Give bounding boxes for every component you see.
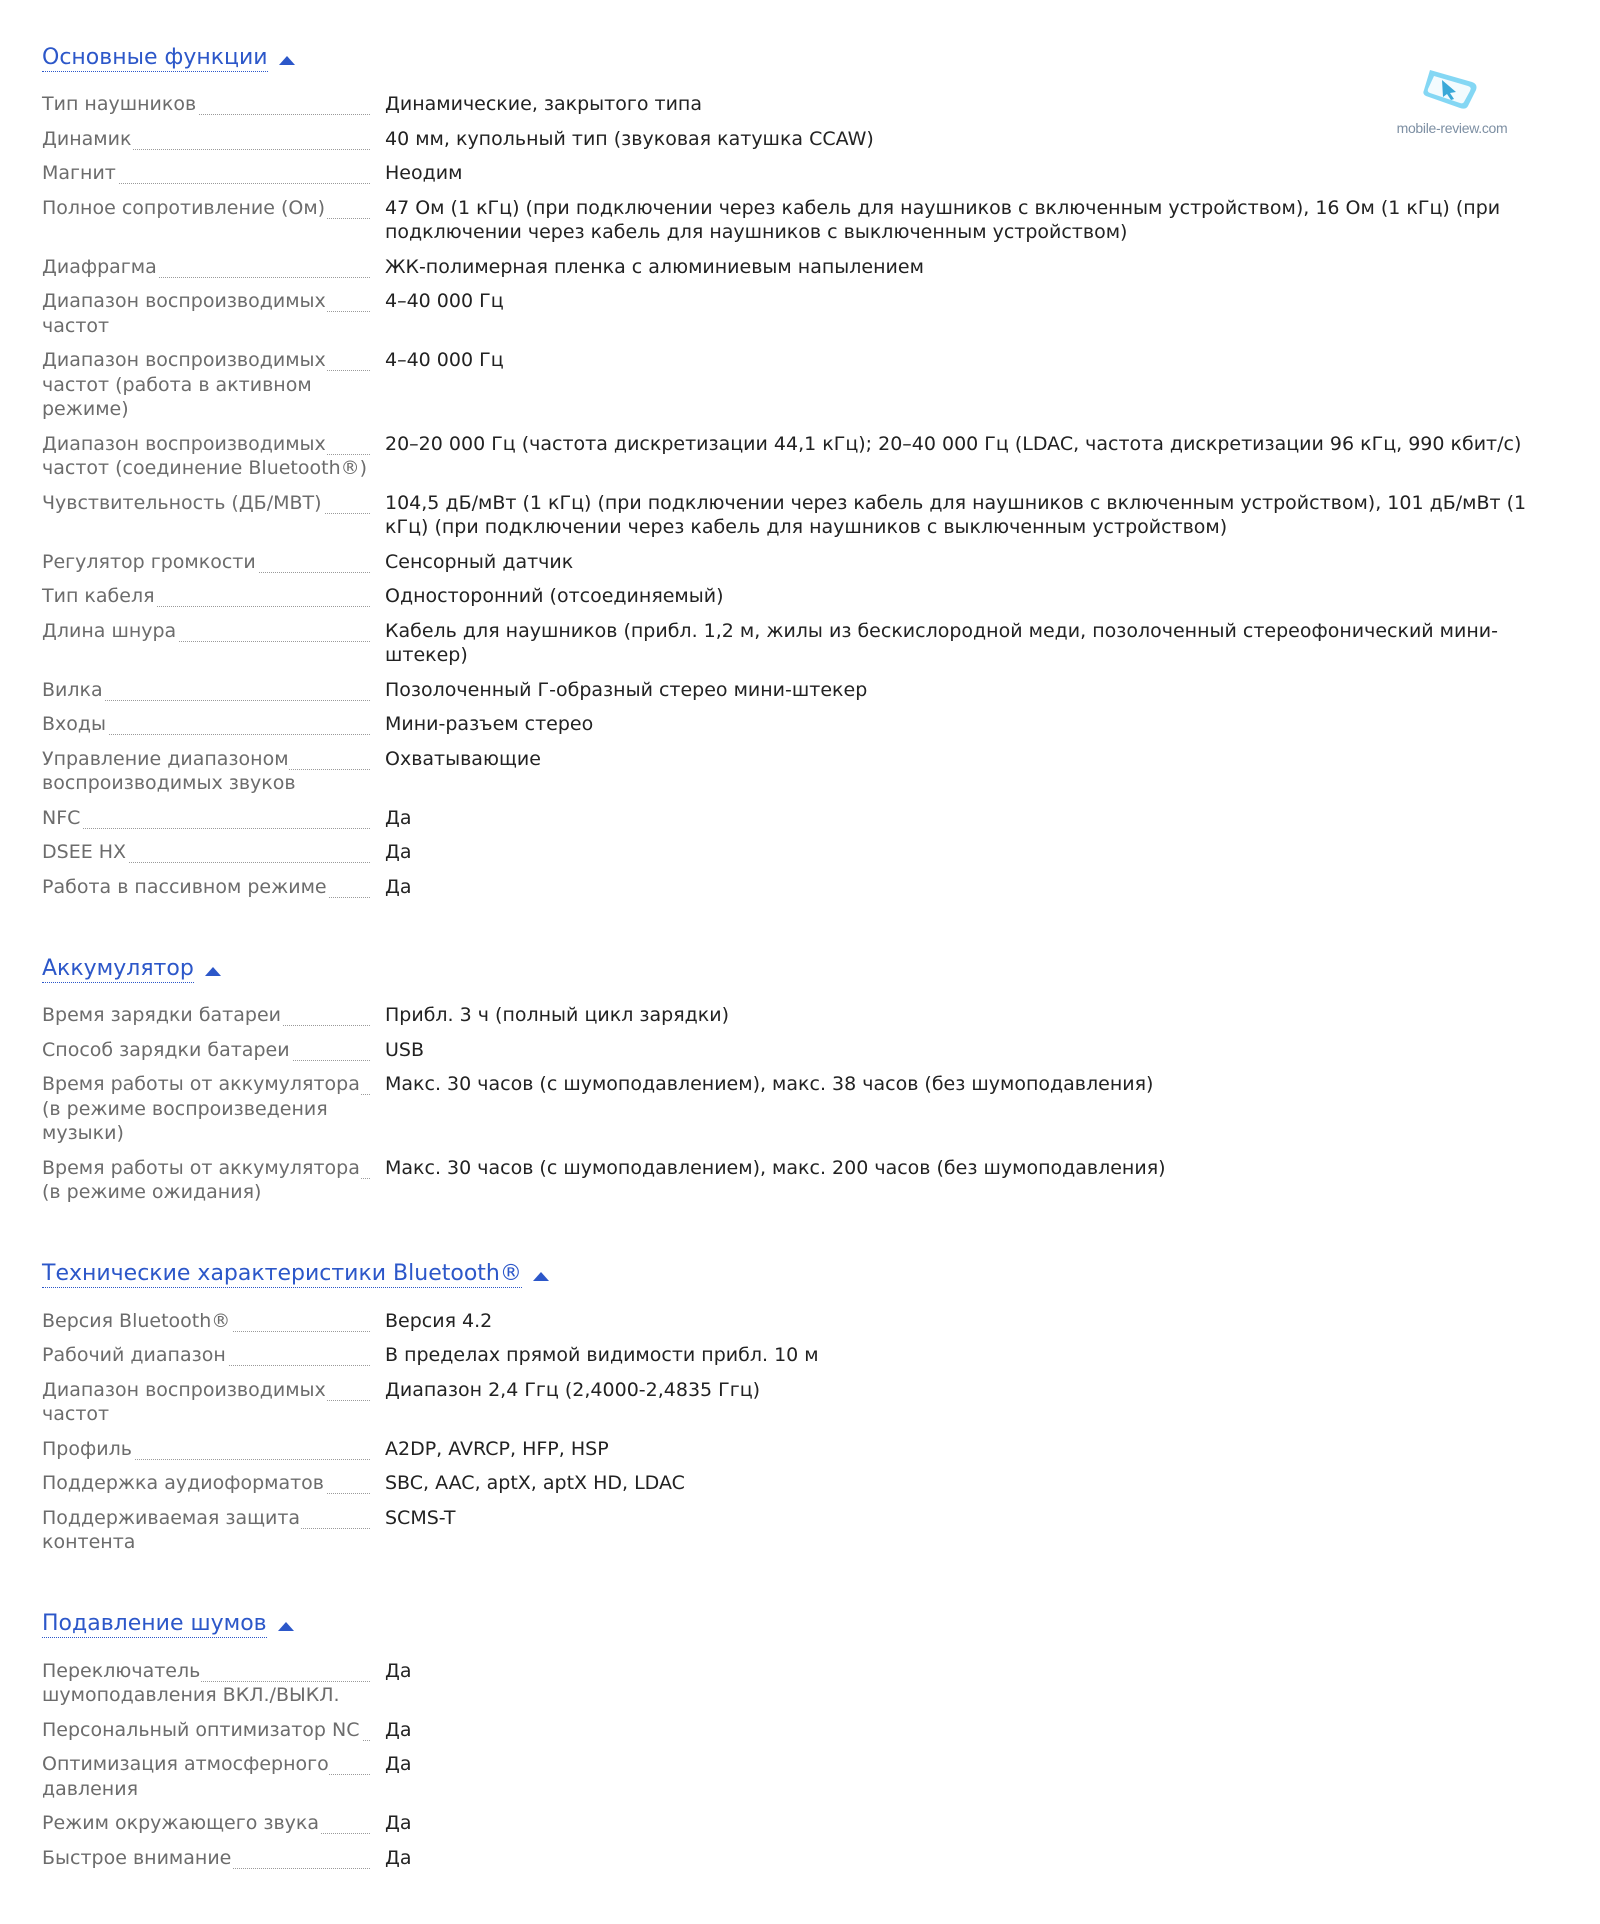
spec-label-cell [42, 1506, 370, 1555]
spec-row [42, 550, 1572, 575]
spec-label-cell [42, 1003, 370, 1028]
spec-label: Время работы от аккумулятора (в режиме ожидания) [42, 1156, 360, 1203]
spec-label-cell [42, 550, 370, 575]
spec-row [42, 806, 1572, 831]
spec-value: Да [385, 841, 412, 863]
spec-row [42, 584, 1572, 609]
spec-label-cell [42, 840, 370, 865]
spec-label-cell [42, 678, 370, 703]
spec-label-cell [42, 196, 370, 245]
spec-value: Динамические, закрытого типа [385, 93, 702, 115]
spec-value: Да [385, 1846, 412, 1869]
spec-label-cell [42, 1471, 370, 1496]
spec-row [42, 161, 1572, 186]
spec-label: Быстрое внимание [42, 1846, 232, 1869]
spec-row [42, 1003, 1572, 1028]
spec-label-cell [42, 1343, 370, 1368]
caret-up-icon[interactable] [278, 1622, 294, 1631]
spec-label: Время зарядки батареи [42, 1004, 281, 1026]
spec-value: Прибл. 3 ч (полный цикл зарядки) [385, 1004, 729, 1026]
spec-value: SBC, AAC, aptX, aptX HD, LDAC [385, 1472, 685, 1494]
caret-up-icon[interactable] [533, 1272, 549, 1281]
spec-value: Версия 4.2 [385, 1309, 493, 1332]
spec-label: Полное сопротивление (Ом) [42, 196, 326, 219]
spec-row [42, 196, 1572, 245]
spec-label-cell [42, 255, 370, 280]
spec-value: SCMS-T [385, 1506, 456, 1529]
spec-label-cell [42, 584, 370, 609]
spec-label-cell [42, 1718, 370, 1743]
spec-label-cell [42, 712, 370, 737]
caret-up-icon[interactable] [279, 56, 295, 65]
spec-value: Да [385, 875, 412, 898]
spec-label: Поддерживаемая защита контента [42, 1506, 301, 1553]
section-title[interactable]: Подавление шумов [42, 1611, 267, 1636]
section-toggle[interactable] [42, 953, 1572, 985]
section-title[interactable]: Основные функции [42, 44, 268, 70]
spec-section [42, 1259, 1572, 1555]
spec-value: Сенсорный датчик [385, 550, 574, 573]
spec-value: Мини-разъем стерео [385, 713, 594, 735]
spec-label: Профиль [42, 1437, 132, 1460]
spec-label-cell [42, 1811, 370, 1836]
spec-value: В пределах прямой видимости прибл. 10 м [385, 1344, 819, 1366]
spec-label-cell [42, 1378, 370, 1427]
spec-row [42, 289, 1572, 338]
spec-label: Переключатель шумоподавления ВКЛ./ВЫКЛ. [42, 1659, 340, 1706]
spec-row [42, 1506, 1572, 1555]
spec-label: NFC [42, 806, 81, 829]
spec-label: Диафрагма [42, 255, 157, 278]
spec-label-cell [42, 92, 370, 117]
spec-label: Диапазон воспроизводимых частот (работа в активном режиме) [42, 349, 326, 420]
spec-value: A2DP, AVRCP, HFP, HSP [385, 1437, 609, 1460]
spec-label: Диапазон воспроизводимых частот (соединение Bluetooth®) [42, 432, 368, 479]
spec-value: Макс. 30 часов (с шумоподавлением), макс. 200 часов (без шумоподавления) [385, 1156, 1166, 1179]
spec-value: USB [385, 1038, 425, 1061]
spec-row [42, 619, 1572, 668]
spec-label: Магнит [42, 162, 116, 184]
spec-label-cell [42, 348, 370, 422]
section-toggle[interactable] [42, 1259, 1572, 1291]
spec-row [42, 92, 1572, 117]
spec-row [42, 1309, 1572, 1334]
section-title[interactable]: Аккумулятор [42, 955, 194, 981]
section-title[interactable]: Технические характеристики Bluetooth® [42, 1261, 522, 1286]
spec-row [42, 1437, 1572, 1462]
spec-row [42, 678, 1572, 703]
spec-row [42, 1072, 1572, 1146]
spec-value: Да [385, 1718, 412, 1741]
spec-row [42, 127, 1572, 152]
spec-label: Режим окружающего звука [42, 1812, 320, 1834]
spec-value: 40 мм, купольный тип (звуковая катушка CCAW) [385, 127, 874, 150]
spec-value: Да [385, 1659, 412, 1682]
spec-row [42, 491, 1572, 540]
spec-label-cell [42, 806, 370, 831]
spec-value: Да [385, 1753, 412, 1775]
spec-label: Способ зарядки батареи [42, 1038, 290, 1061]
spec-section [42, 1609, 1572, 1871]
caret-up-icon[interactable] [205, 967, 221, 976]
spec-row [42, 1718, 1572, 1743]
spec-label: Длина шнура [42, 619, 177, 642]
watermark [1392, 66, 1512, 136]
spec-row [42, 1471, 1572, 1496]
spec-label-cell [42, 1309, 370, 1334]
spec-label-cell [42, 1752, 370, 1801]
spec-value: Односторонний (отсоединяемый) [385, 585, 724, 607]
spec-label-cell [42, 1156, 370, 1205]
spec-value: Кабель для наушников (прибл. 1,2 м, жилы из бескислородной меди, позолоченный стереофонический мини-штекер) [385, 619, 1498, 666]
spec-value: Да [385, 806, 412, 829]
section-toggle[interactable] [42, 1609, 1572, 1641]
spec-value: Да [385, 1812, 412, 1834]
spec-row [42, 875, 1572, 900]
spec-value: Неодим [385, 162, 463, 184]
spec-label: Диапазон воспроизводимых частот [42, 1378, 326, 1425]
spec-value: 104,5 дБ/мВт (1 кГц) (при подключении через кабель для наушников с включенным устройством), 101 дБ/мВт (1 кГц) (при подключении через кабель для наушников с выключенным устройством) [385, 491, 1527, 538]
spec-row [42, 348, 1572, 422]
spec-label-cell [42, 875, 370, 900]
spec-label: Тип кабеля [42, 585, 155, 607]
spec-value: Позолоченный Г-образный стерео мини-штекер [385, 678, 868, 701]
spec-label: Время работы от аккумулятора (в режиме воспроизведения музыки) [42, 1073, 360, 1144]
spec-row [42, 1659, 1572, 1708]
spec-label-cell [42, 161, 370, 186]
spec-label: Входы [42, 713, 107, 735]
spec-label-cell [42, 747, 370, 796]
spec-row [42, 840, 1572, 865]
spec-label: Рабочий диапазон [42, 1344, 226, 1366]
spec-label: DSEE HX [42, 841, 127, 863]
spec-label: Чувствительность (ДБ/МВТ) [42, 491, 322, 514]
dotted-leader [42, 828, 370, 829]
watermark-text: mobile-review.com [1396, 120, 1508, 136]
spec-row [42, 1846, 1572, 1871]
spec-label: Тип наушников [42, 93, 197, 115]
spec-label-cell [42, 432, 370, 481]
spec-value: Макс. 30 часов (с шумоподавлением), макс. 38 часов (без шумоподавления) [385, 1073, 1154, 1095]
spec-value: 47 Ом (1 кГц) (при подключении через кабель для наушников с включенным устройством), 16 Ом (1 кГц) (при подключении через кабель для наушников с выключенным устройством) [385, 196, 1501, 243]
spec-row [42, 747, 1572, 796]
spec-label: Оптимизация атмосферного давления [42, 1753, 329, 1800]
spec-label-cell [42, 1659, 370, 1708]
spec-section [42, 953, 1572, 1205]
spec-label: Динамик [42, 127, 132, 150]
spec-label-cell [42, 1437, 370, 1462]
specs-page [42, 42, 1572, 1924]
spec-value: 20–20 000 Гц (частота дискретизации 44,1 кГц); 20–40 000 Гц (LDAC, частота дискретизации 96 кГц, 990 кбит/с) [385, 432, 1522, 455]
mobile-review-logo-icon [1420, 66, 1484, 114]
spec-label-cell [42, 1846, 370, 1871]
spec-label: Персональный оптимизатор NC [42, 1718, 360, 1741]
spec-row [42, 712, 1572, 737]
spec-label: Поддержка аудиоформатов [42, 1472, 325, 1494]
spec-label-cell [42, 127, 370, 152]
spec-label: Вилка [42, 678, 103, 701]
spec-value: 4–40 000 Гц [385, 349, 504, 371]
spec-row [42, 1343, 1572, 1368]
spec-label-cell [42, 1038, 370, 1063]
spec-label: Регулятор громкости [42, 550, 256, 573]
spec-label: Управление диапазоном воспроизводимых звуков [42, 747, 296, 794]
spec-label-cell [42, 491, 370, 540]
spec-row [42, 255, 1572, 280]
spec-label-cell [42, 289, 370, 338]
spec-row [42, 1811, 1572, 1836]
spec-value: ЖК-полимерная пленка с алюминиевым напылением [385, 255, 924, 278]
spec-label-cell [42, 619, 370, 668]
spec-label: Диапазон воспроизводимых частот [42, 290, 326, 337]
spec-label: Работа в пассивном режиме [42, 875, 327, 898]
spec-row [42, 1038, 1572, 1063]
spec-label: Версия Bluetooth® [42, 1309, 231, 1332]
spec-section [42, 42, 1572, 899]
spec-value: 4–40 000 Гц [385, 290, 504, 312]
spec-row [42, 432, 1572, 481]
spec-value: Охватывающие [385, 747, 541, 770]
spec-row [42, 1156, 1572, 1205]
spec-row [42, 1752, 1572, 1801]
spec-value: Диапазон 2,4 Ггц (2,4000-2,4835 Ггц) [385, 1378, 761, 1401]
spec-row [42, 1378, 1572, 1427]
section-toggle[interactable] [42, 42, 1572, 74]
spec-label-cell [42, 1072, 370, 1146]
